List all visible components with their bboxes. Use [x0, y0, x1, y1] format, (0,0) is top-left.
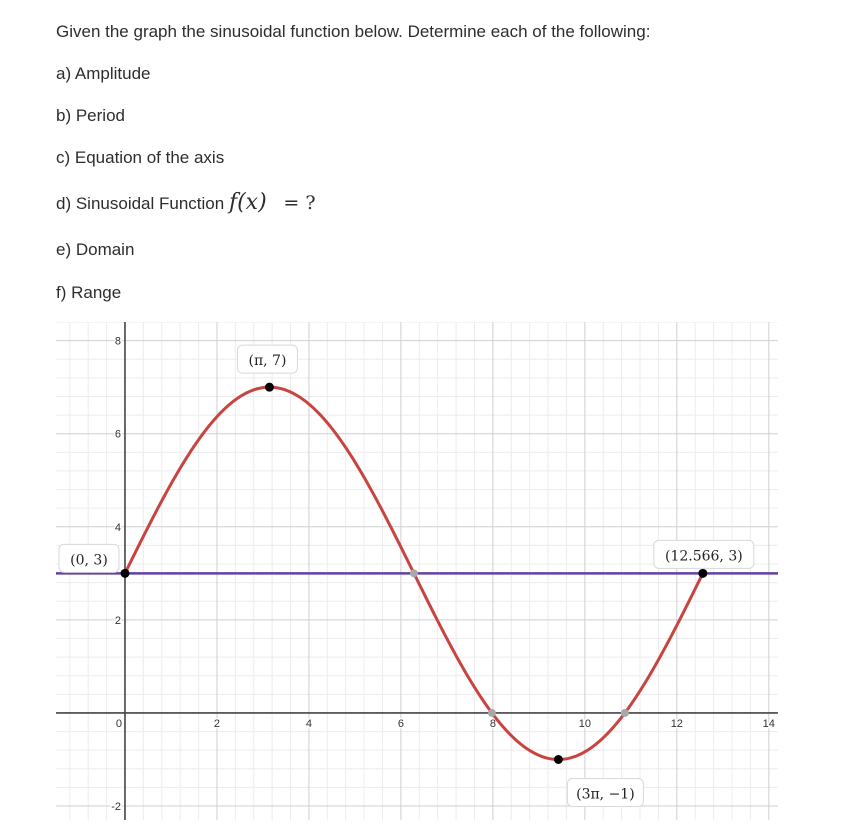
labeled-point: [265, 383, 274, 392]
labeled-point: [698, 569, 707, 578]
x-tick-label: 10: [578, 717, 591, 730]
intersection-point: [488, 709, 496, 717]
y-tick-label: 8: [114, 335, 121, 348]
question-a: a) Amplitude: [56, 64, 151, 83]
question-e: e) Domain: [56, 240, 135, 259]
point-label: (0, 3): [70, 552, 108, 569]
question-d: [56, 190, 316, 215]
y-tick-label: 6: [114, 428, 121, 441]
x-tick-label: 2: [213, 717, 221, 730]
tick-label-origin: 0: [115, 717, 123, 730]
point-label: (12.566, 3): [664, 548, 743, 565]
x-tick-label: 6: [397, 717, 404, 730]
question-d-label: d) Sinusoidal Function: [56, 194, 225, 213]
x-tick-label: 12: [670, 717, 683, 730]
point-label: (π, 7): [248, 353, 287, 370]
question-f: f) Range: [56, 283, 122, 302]
labeled-point: [554, 755, 563, 764]
point-labels: [59, 345, 754, 806]
intersection-point: [621, 709, 629, 717]
intersection-point: [410, 569, 418, 577]
labeled-point: [120, 569, 129, 578]
question-b: b) Period: [56, 106, 125, 125]
function-notation: f(x): [228, 190, 267, 215]
y-tick-label: 4: [114, 521, 121, 534]
question-intro: Given the graph the sinusoidal function below. Determine each of the following:: [56, 22, 651, 41]
function-equals: = ?: [283, 192, 316, 214]
sinusoid-graph: [56, 322, 778, 820]
question-c: c) Equation of the axis: [56, 148, 225, 167]
x-tick-label: 8: [489, 717, 496, 730]
y-tick-label: 2: [114, 614, 121, 627]
x-tick-label: 14: [762, 717, 775, 730]
x-tick-label: 4: [305, 717, 312, 730]
y-tick-label: -2: [111, 801, 121, 814]
point-label: (3π, −1): [576, 786, 635, 803]
